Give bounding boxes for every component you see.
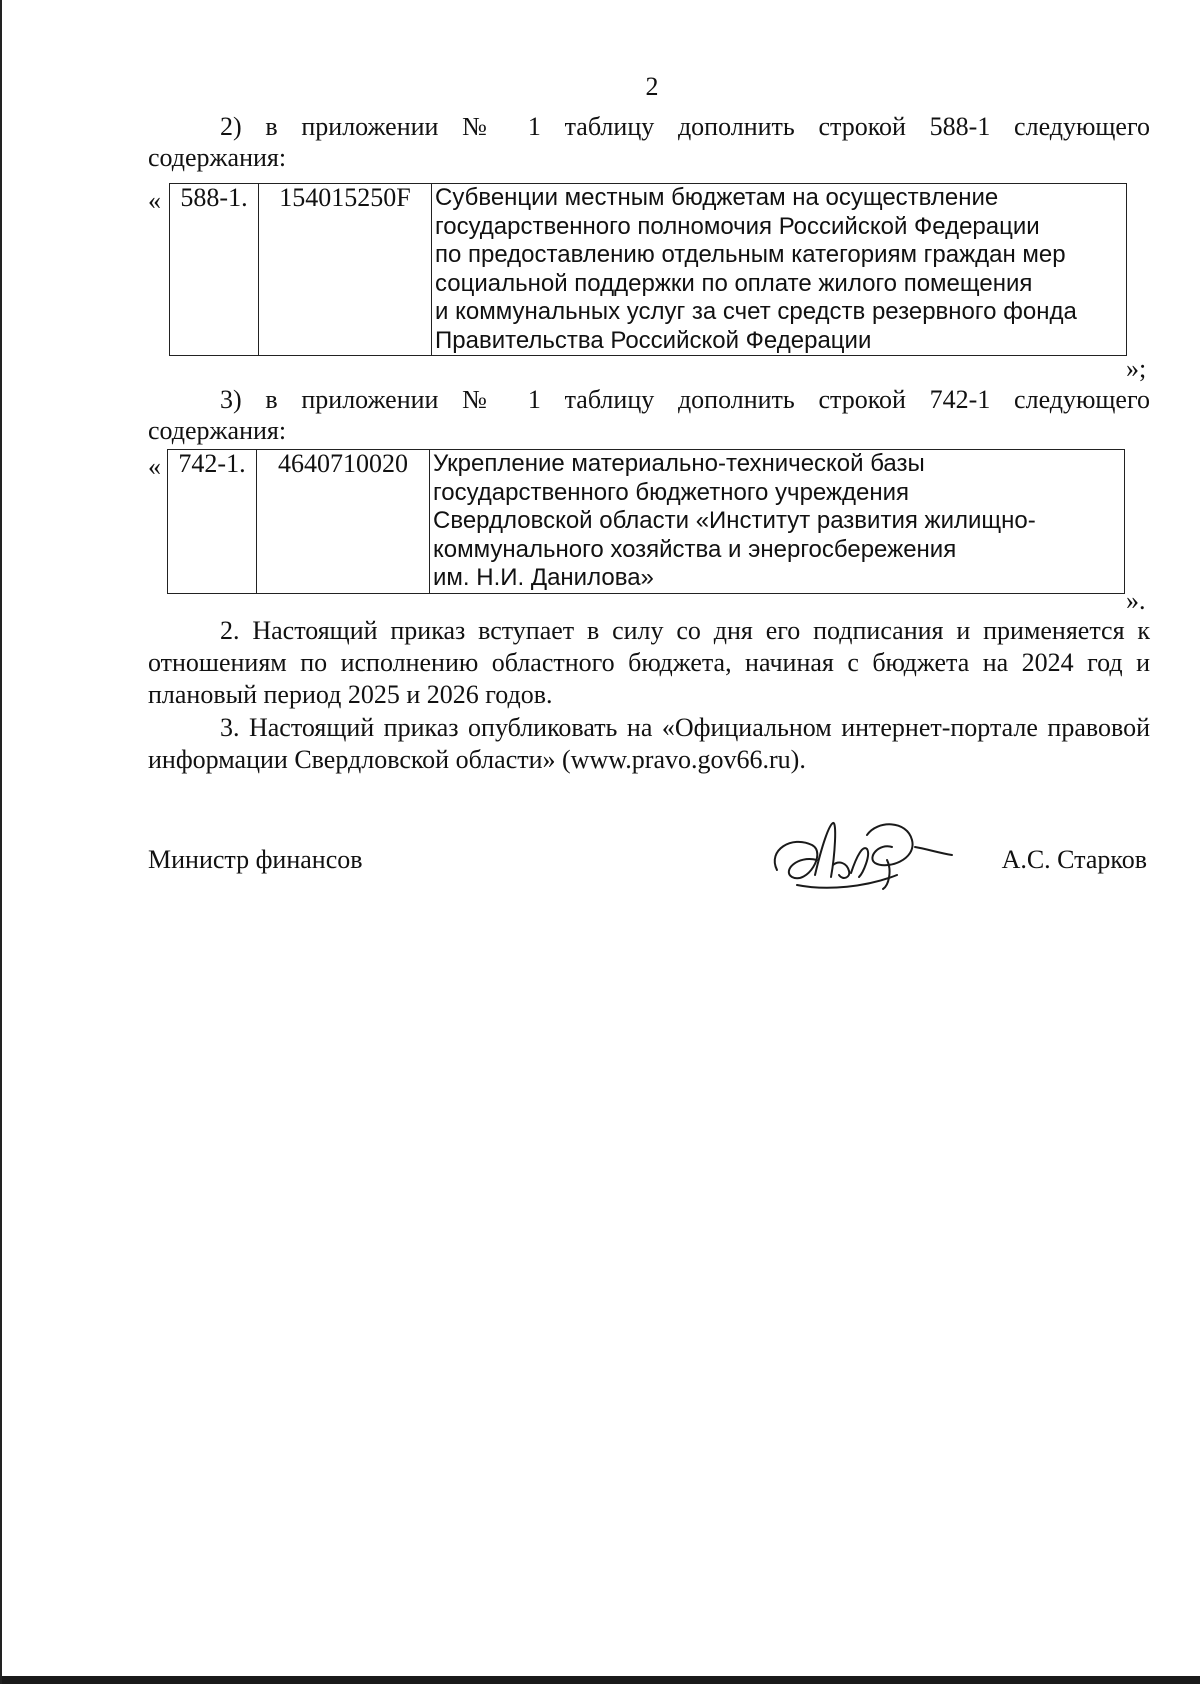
item3-intro-line1: 3) в приложении № 1 таблицу дополнить строкой 742-1 следующего [220, 385, 1150, 414]
description-line: Свердловской области «Институт развития жилищно- [433, 507, 1036, 534]
item3-table [167, 449, 1125, 594]
description-line: Укрепление материально-технической базы [433, 450, 925, 477]
row-description [430, 450, 1125, 594]
handwritten-signature [767, 815, 957, 895]
row-code: 4640710020 [257, 450, 430, 594]
row-code: 154015250F [259, 184, 432, 356]
item2-intro-line2: содержания: [148, 143, 287, 172]
row-description [432, 184, 1127, 356]
description-line: Субвенции местным бюджетам на осуществление [435, 184, 999, 211]
item3-intro [148, 384, 1150, 446]
item2-table [169, 183, 1127, 356]
page-number: 2 [645, 72, 659, 101]
description-line: по предоставлению отдельным категориям граждан мер [435, 241, 1066, 268]
item2-intro [148, 111, 1150, 173]
point-2-paragraph: 2. Настоящий приказ вступает в силу со дня его подписания и применяется к отношениям по исполнению областного бюджета, начиная с бюджета на 2024 год и плановый период 2025 и 2026 годов. [148, 616, 1150, 709]
description-line: им. Н.И. Данилова» [433, 564, 654, 591]
item2-close-quote: »; [1126, 354, 1147, 383]
table-row [168, 450, 1125, 594]
description-line: государственного полномочия Российской Федерации [435, 212, 1040, 240]
item3-open-quote: « [148, 452, 161, 481]
item2-open-quote: « [148, 186, 161, 215]
item3-close-quote: ». [1126, 586, 1146, 615]
item3-intro-line2: содержания: [148, 416, 287, 445]
row-number: 588-1. [170, 184, 259, 356]
signatory-name: А.С. Старков [1001, 845, 1147, 874]
item2-intro-line1: 2) в приложении № 1 таблицу дополнить строкой 588-1 следующего [220, 112, 1150, 141]
description-line: социальной поддержки по оплате жилого помещения [435, 269, 1033, 297]
description-line: коммунального хозяйства и энергосбережения [433, 535, 957, 563]
description-line: государственного бюджетного учреждения [433, 478, 910, 506]
scan-bottom-edge [2, 1676, 1200, 1684]
point-3-paragraph: 3. Настоящий приказ опубликовать на «Официальном интернет-портале правовой информации Свердловской области» (www.pravo.gov66.ru). [148, 713, 1150, 774]
description-line: и коммунальных услуг за счет средств резервного фонда [435, 298, 1077, 325]
row-number: 742-1. [168, 450, 257, 594]
signatory-position: Министр финансов [148, 845, 363, 874]
table-row [170, 184, 1127, 356]
description-line: Правительства Российской Федерации [435, 326, 872, 354]
